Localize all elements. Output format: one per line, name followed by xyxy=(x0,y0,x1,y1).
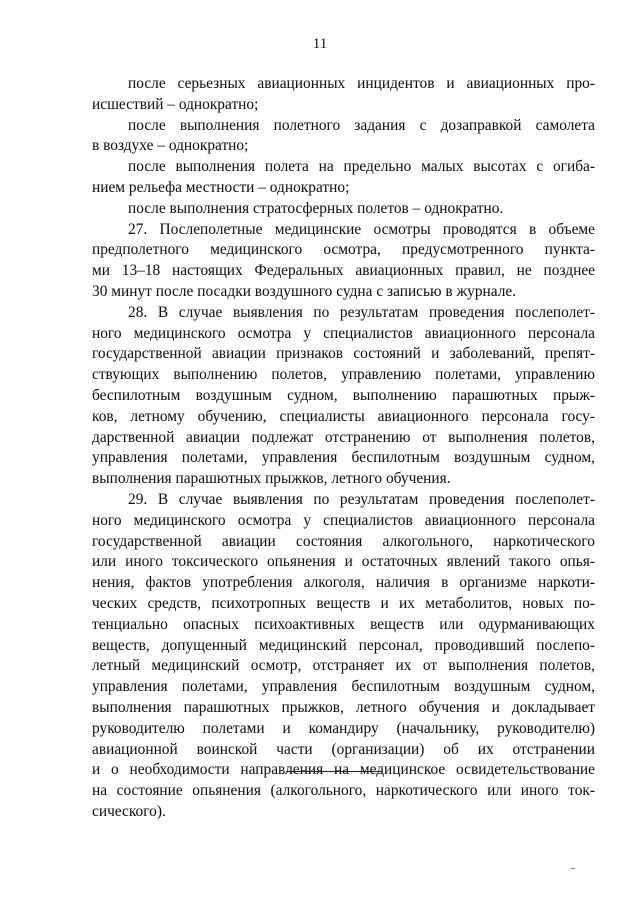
text-line: и о необходимости направления на медицинское освидетельствование xyxy=(92,761,595,779)
text-line: государственной авиации признаков состояний и заболеваний, препят- xyxy=(92,345,595,363)
text-line: управления полетами, управления беспилотным воздушным судном, xyxy=(92,449,595,467)
text-line: в воздухе – однократно; xyxy=(92,137,249,155)
text-line: беспилотным воздушным судном, выполнению парашютных прыж- xyxy=(92,386,595,404)
text-line: на состояние опьянения (алкогольного, наркотического или иного ток- xyxy=(92,782,595,800)
text-line: после выполнения полетного задания с дозаправкой самолета xyxy=(128,116,595,134)
text-line: ствующих выполнению полетов, управлению полетами, управлению xyxy=(92,366,595,384)
body-text xyxy=(92,74,595,823)
text-line: или иного токсического опьянения и остаточных явлений такого опья- xyxy=(92,553,595,571)
text-line: нием рельефа местности – однократно; xyxy=(92,178,350,196)
text-line: 28. В случае выявления по результатам проведения послеполет- xyxy=(128,303,595,321)
text-line: исшествий – однократно; xyxy=(92,95,259,113)
scan-mark xyxy=(571,868,575,869)
text-line: предполетного медицинского осмотра, предусмотренного пункта- xyxy=(92,241,595,259)
text-line: 29. В случае выявления по результатам проведения послеполет- xyxy=(128,490,595,508)
text-line: выполнения парашютных прыжков, летного обучения и докладывает xyxy=(92,698,595,716)
text-line: 30 минут после посадки воздушного судна с записью в журнале. xyxy=(92,282,517,300)
text-line: летный медицинский осмотр, отстраняет их от выполнения полетов, xyxy=(92,657,595,675)
text-line: после выполнения полета на предельно малых высотах с огиба- xyxy=(128,158,595,176)
end-separator-line xyxy=(286,771,383,772)
text-line: ков, летному обучению, специалисты авиационного персонала госу- xyxy=(92,407,595,425)
text-line: после выполнения стратосферных полетов – однократно. xyxy=(128,199,504,217)
text-line: выполнения парашютных прыжков, летного обучения. xyxy=(92,470,451,488)
text-line: 27. Послеполетные медицинские осмотры проводятся в объеме xyxy=(128,220,595,238)
page-number: 11 xyxy=(312,36,328,52)
text-line: тенциально опасных психоактивных веществ или одурманивающих xyxy=(92,615,595,633)
text-line: веществ, допущенный медицинский персонал, проводивший послепо- xyxy=(92,636,595,654)
text-line: авиационной воинской части (организации) об их отстранении xyxy=(92,740,595,758)
text-line: ного медицинского осмотра у специалистов авиационного персонала xyxy=(92,324,595,342)
text-line: государственной авиации состояния алкогольного, наркотического xyxy=(92,532,595,550)
text-line: ми 13–18 настоящих Федеральных авиационных правил, не позднее xyxy=(92,262,595,280)
text-line: после серьезных авиационных инцидентов и авиационных про- xyxy=(128,75,595,92)
text-line: дарственной авиации подлежат отстранению от выполнения полетов, xyxy=(92,428,595,446)
text-line: ного медицинского осмотра у специалистов авиационного персонала xyxy=(92,511,595,529)
text-line: сического). xyxy=(92,802,166,820)
text-line: руководителю полетами и командиру (начальнику, руководителю) xyxy=(92,719,595,737)
text-line: управления полетами, управления беспилотным воздушным судном, xyxy=(92,678,595,696)
text-line: нения, фактов употребления алкоголя, наличия в организме наркоти- xyxy=(92,574,595,592)
text-line: ческих средств, психотропных веществ и их метаболитов, новых по- xyxy=(92,594,595,612)
